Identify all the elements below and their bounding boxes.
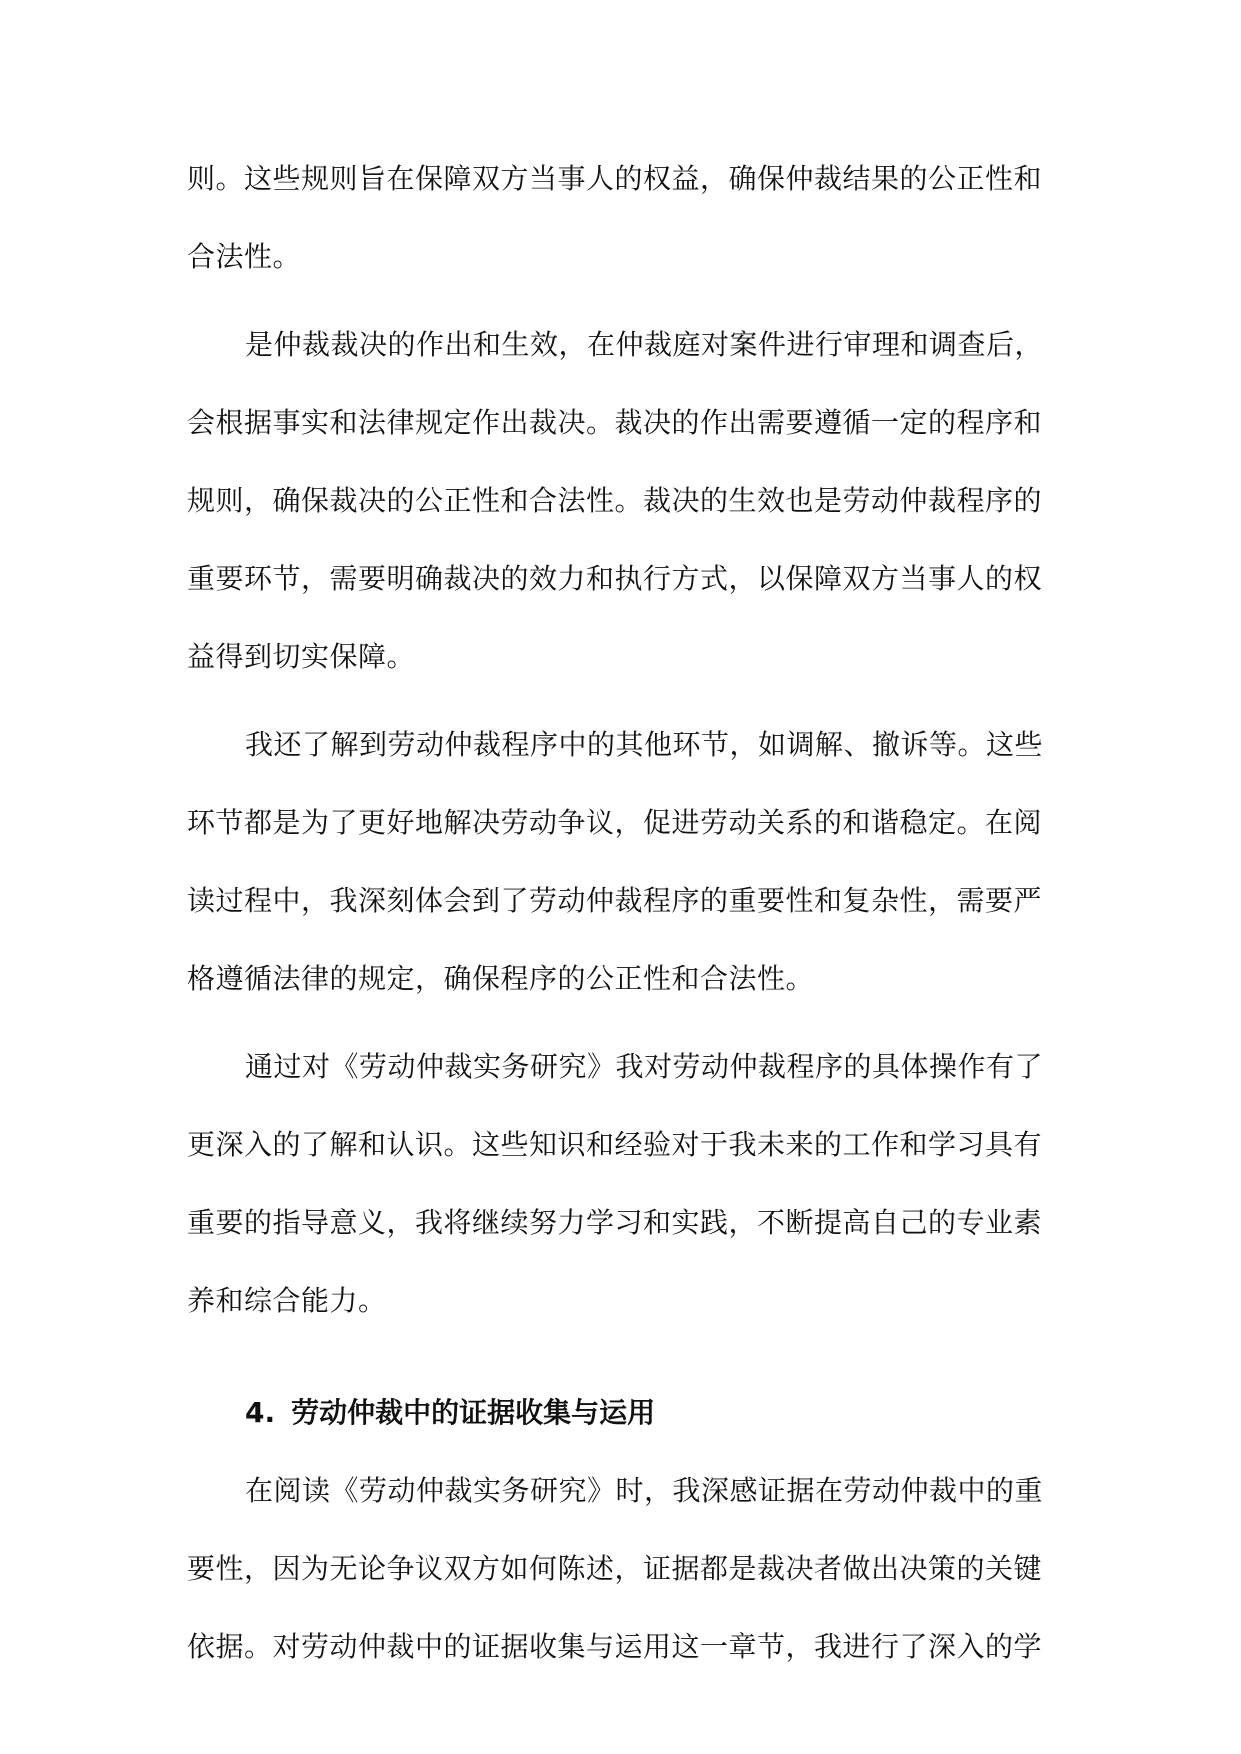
- text-line: 重要的指导意义，我将继续努力学习和实践，不断提高自己的专业素: [187, 1206, 1043, 1239]
- text-line: 要性，因为无论争议双方如何陈述，证据都是裁决者做出决策的关键: [187, 1552, 1043, 1585]
- paragraph-3: [187, 706, 1057, 1018]
- text-line: 则。这些规则旨在保障双方当事人的权益，确保仲裁结果的公正性和: [187, 162, 1043, 195]
- text-line: 我还了解到劳动仲裁程序中的其他环节，如调解、撤诉等。这些: [245, 728, 1044, 761]
- paragraph-2: [187, 306, 1057, 696]
- section-title: 劳动仲裁中的证据收集与运用: [291, 1396, 656, 1429]
- text-line: 是仲裁裁决的作出和生效，在仲裁庭对案件进行审理和调查后，: [245, 328, 1044, 361]
- text-line: 环节都是为了更好地解决劳动争议，促进劳动关系的和谐稳定。在阅: [187, 806, 1043, 839]
- text-line: 规则，确保裁决的公正性和合法性。裁决的生效也是劳动仲裁程序的: [187, 484, 1043, 517]
- paragraph-4: [187, 1028, 1057, 1340]
- text-line: 会根据事实和法律规定作出裁决。裁决的作出需要遵循一定的程序和: [187, 406, 1043, 439]
- text-line: 读过程中，我深刻体会到了劳动仲裁程序的重要性和复杂性，需要严: [187, 884, 1043, 917]
- text-line: 在阅读《劳动仲裁实务研究》时，我深感证据在劳动仲裁中的重: [245, 1474, 1044, 1507]
- text-line: 依据。对劳动仲裁中的证据收集与运用这一章节，我进行了深入的学: [187, 1630, 1043, 1663]
- section-number: 4.: [245, 1396, 276, 1429]
- text-line: 通过对《劳动仲裁实务研究》我对劳动仲裁程序的具体操作有了: [245, 1050, 1044, 1083]
- document-body: [187, 140, 1057, 1686]
- paragraph-1: [187, 140, 1057, 296]
- section-heading: [187, 1374, 1057, 1452]
- text-line: 格遵循法律的规定，确保程序的公正性和合法性。: [187, 962, 815, 995]
- text-line: 合法性。: [187, 240, 302, 273]
- text-line: 重要环节，需要明确裁决的效力和执行方式，以保障双方当事人的权: [187, 562, 1043, 595]
- text-line: 养和综合能力。: [187, 1284, 387, 1317]
- paragraph-5: [187, 1452, 1057, 1686]
- text-line: 更深入的了解和认识。这些知识和经验对于我未来的工作和学习具有: [187, 1128, 1043, 1161]
- text-line: 益得到切实保障。: [187, 640, 416, 673]
